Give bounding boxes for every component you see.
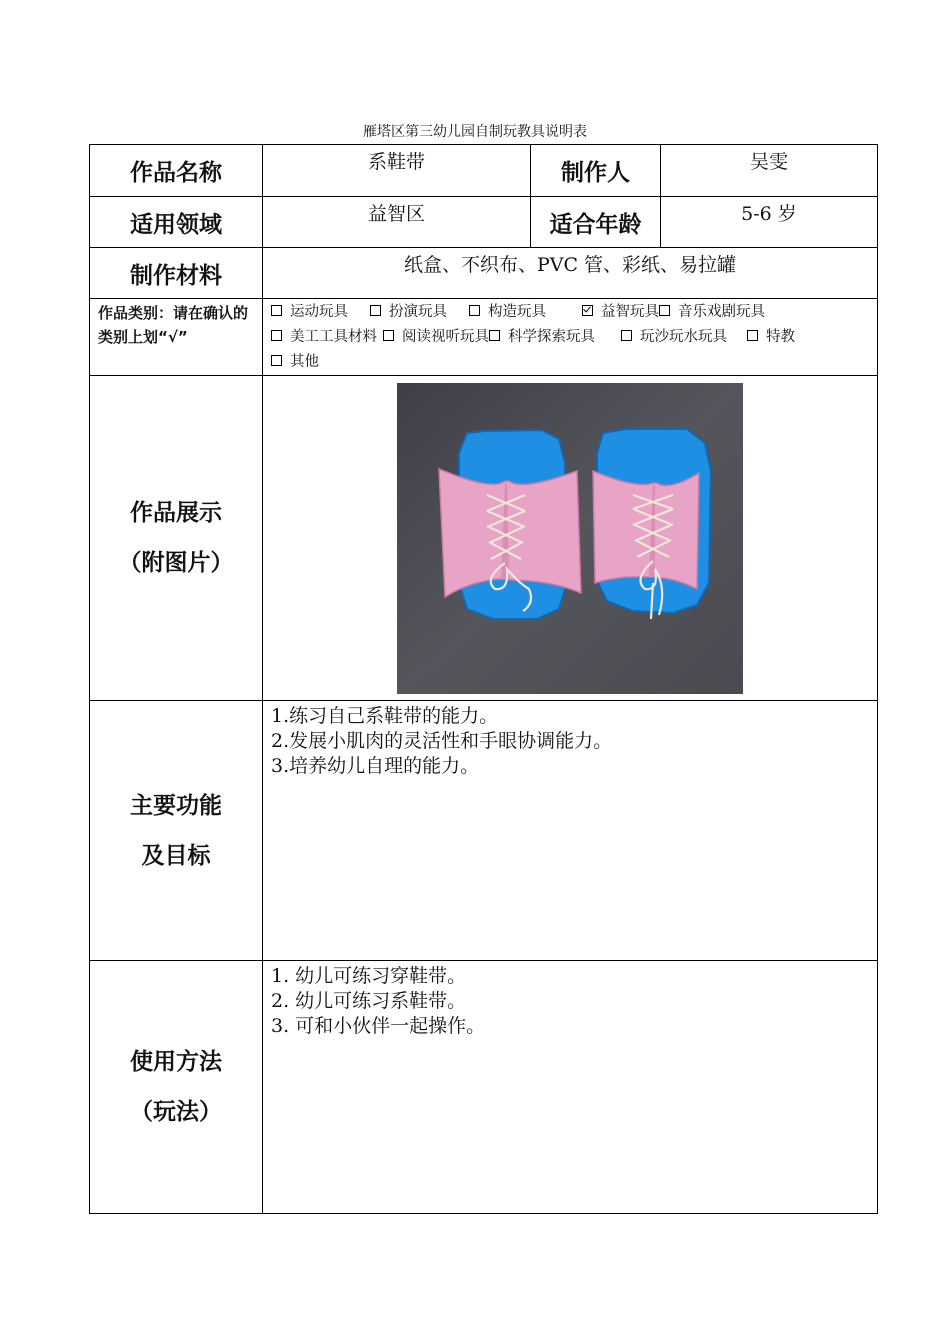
row-field bbox=[90, 197, 878, 248]
category-option-label: 科学探索玩具 bbox=[508, 329, 595, 345]
category-option-label: 扮演玩具 bbox=[389, 304, 447, 320]
usage-item: 3. 可和小伙伴一起操作。 bbox=[271, 1015, 486, 1037]
category-option[interactable] bbox=[271, 350, 319, 375]
maker-value: 吴雯 bbox=[661, 145, 878, 197]
row-category bbox=[90, 299, 878, 376]
category-option[interactable] bbox=[489, 325, 595, 350]
function-label-line1: 主要功能 bbox=[130, 792, 222, 819]
category-option[interactable] bbox=[469, 300, 546, 325]
usage-list bbox=[263, 961, 878, 1214]
category-option-label: 运动玩具 bbox=[290, 304, 348, 320]
display-photo-cell bbox=[263, 376, 878, 701]
maker-label: 制作人 bbox=[531, 145, 661, 197]
right-shoe bbox=[593, 429, 711, 619]
category-option[interactable] bbox=[271, 300, 348, 325]
row-display bbox=[90, 376, 878, 701]
function-label-line2: 及目标 bbox=[141, 842, 211, 869]
description-form bbox=[89, 144, 878, 1214]
checkbox[interactable] bbox=[271, 330, 282, 341]
row-function bbox=[90, 701, 878, 961]
usage-label bbox=[90, 961, 263, 1214]
function-item: 3.培养幼儿自理的能力。 bbox=[271, 755, 480, 777]
material-value: 纸盒、不织布、PVC 管、彩纸、易拉罐 bbox=[263, 248, 878, 299]
row-material bbox=[90, 248, 878, 299]
usage-item: 1. 幼儿可练习穿鞋带。 bbox=[271, 965, 467, 987]
usage-item: 2. 幼儿可练习系鞋带。 bbox=[271, 990, 467, 1012]
age-value: 5-6 岁 bbox=[661, 197, 878, 248]
checkbox[interactable] bbox=[469, 305, 480, 316]
category-option[interactable] bbox=[271, 325, 377, 350]
shoe-lacing-toy-photo bbox=[397, 383, 743, 694]
function-item: 1.练习自己系鞋带的能力。 bbox=[271, 705, 499, 727]
checkbox[interactable] bbox=[489, 330, 500, 341]
display-label bbox=[90, 376, 263, 701]
category-option-label: 玩沙玩水玩具 bbox=[640, 329, 727, 345]
category-option-label: 美工工具材料 bbox=[290, 329, 377, 345]
category-option-label: 音乐戏剧玩具 bbox=[678, 304, 765, 320]
category-option-label: 构造玩具 bbox=[488, 304, 546, 320]
category-label: 作品类别：请在确认的类别上划“√” bbox=[90, 299, 263, 376]
field-value: 益智区 bbox=[263, 197, 531, 248]
checkbox[interactable] bbox=[383, 330, 394, 341]
material-label: 制作材料 bbox=[90, 248, 263, 299]
function-label bbox=[90, 701, 263, 961]
row-name bbox=[90, 145, 878, 197]
field-label: 适用领域 bbox=[90, 197, 263, 248]
checkbox[interactable] bbox=[621, 330, 632, 341]
function-list bbox=[263, 701, 878, 961]
category-option[interactable] bbox=[582, 300, 659, 325]
display-label-line2: （附图片） bbox=[118, 550, 234, 576]
category-option-label: 阅读视听玩具 bbox=[402, 329, 489, 345]
checkbox[interactable] bbox=[659, 305, 670, 316]
checkbox[interactable] bbox=[370, 305, 381, 316]
name-value: 系鞋带 bbox=[263, 145, 531, 197]
row-usage bbox=[90, 961, 878, 1214]
category-option-label: 特教 bbox=[766, 329, 795, 345]
category-option-label: 其他 bbox=[290, 354, 319, 370]
category-option[interactable] bbox=[659, 300, 765, 325]
checkbox[interactable] bbox=[747, 330, 758, 341]
document-title: 雁塔区第三幼儿园自制玩教具说明表 bbox=[363, 124, 587, 140]
name-label: 作品名称 bbox=[90, 145, 263, 197]
checked-checkbox[interactable] bbox=[582, 305, 593, 316]
category-option-label: 益智玩具 bbox=[601, 304, 659, 320]
display-label-line1: 作品展示 bbox=[130, 500, 222, 526]
category-option[interactable] bbox=[747, 325, 795, 350]
usage-label-line2: （玩法） bbox=[130, 1099, 222, 1125]
checkbox[interactable] bbox=[271, 355, 282, 366]
category-option[interactable] bbox=[383, 325, 489, 350]
category-option[interactable] bbox=[370, 300, 447, 325]
function-item: 2.发展小肌肉的灵活性和手眼协调能力。 bbox=[271, 730, 613, 752]
category-options bbox=[263, 299, 878, 376]
checkbox[interactable] bbox=[271, 305, 282, 316]
age-label: 适合年龄 bbox=[531, 197, 661, 248]
usage-label-line1: 使用方法 bbox=[130, 1049, 222, 1075]
category-option[interactable] bbox=[621, 325, 727, 350]
